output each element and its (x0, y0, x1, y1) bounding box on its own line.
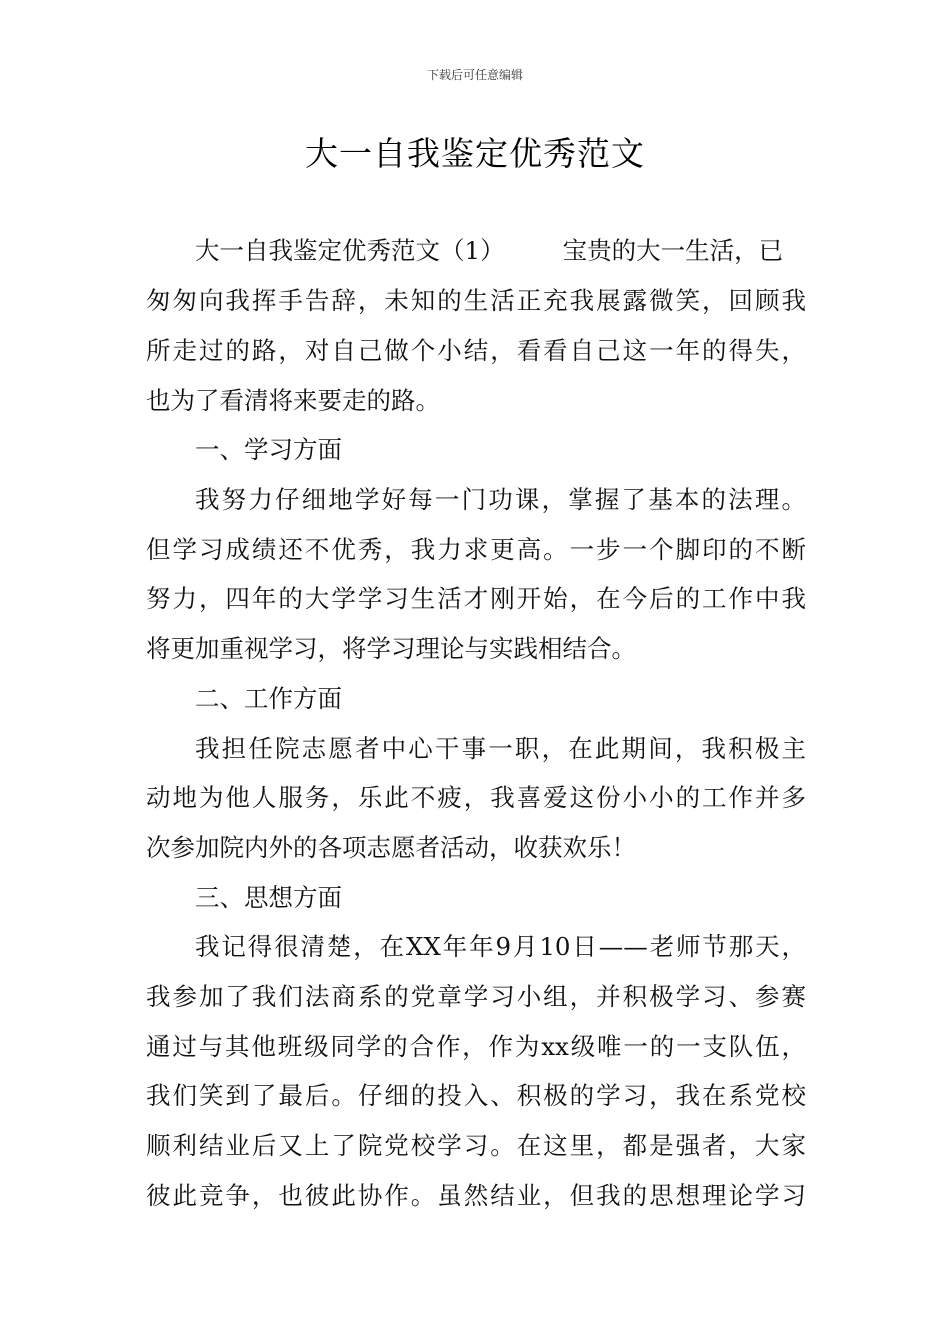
paragraph-line: 所走过的路，对自己做个小结，看看自己这一年的得失， (146, 336, 806, 365)
paragraph-line: 我担任院志愿者中心干事一职，在此期间，我积极主 (195, 734, 806, 763)
paragraph-line: 努力，四年的大学学习生活才刚开始，在今后的工作中我 (146, 584, 806, 613)
section-heading-inline: 大一自我鉴定优秀范文（1） (195, 236, 505, 265)
paragraph-line: 次参加院内外的各项志愿者活动，收获欢乐！ (146, 833, 636, 862)
paragraph-line: 将更加重视学习，将学习理论与实践相结合。 (146, 634, 636, 663)
paragraph-line: 彼此竞争，也彼此协作。虽然结业，但我的思想理论学习 (146, 1181, 806, 1210)
section-heading: 三、思想方面 (195, 883, 342, 912)
header-note: 下载后可任意编辑 (426, 68, 523, 82)
paragraph-line: 通过与其他班级同学的合作，作为xx级唯一的一支队伍， (146, 1032, 806, 1061)
paragraph-line: 我努力仔细地学好每一门功课，掌握了基本的法理。 (195, 485, 806, 514)
paragraph-line: 顺利结业后又上了院党校学习。在这里，都是强者，大家 (146, 1131, 806, 1160)
paragraph-line (195, 236, 806, 266)
paragraph-line: 我记得很清楚，在XX年年9月10日——老师节那天， (195, 932, 806, 961)
paragraph-line: 但学习成绩还不优秀，我力求更高。一步一个脚印的不断 (146, 535, 806, 564)
section-heading: 二、工作方面 (195, 684, 342, 713)
section-heading: 一、学习方面 (195, 435, 342, 464)
paragraph-line: 匆匆向我挥手告辞，未知的生活正充我展露微笑，回顾我 (146, 286, 806, 315)
paragraph-line: 我们笑到了最后。仔细的投入、积极的学习，我在系党校 (146, 1081, 806, 1110)
document-title: 大一自我鉴定优秀范文 (305, 134, 645, 173)
paragraph-text: 宝贵的大一生活，已 (562, 236, 784, 265)
paragraph-line: 动地为他人服务，乐此不疲，我喜爱这份小小的工作并多 (146, 783, 806, 812)
paragraph-line: 我参加了我们法商系的党章学习小组，并积极学习、参赛 (146, 982, 806, 1011)
paragraph-line: 也为了看清将来要走的路。 (146, 386, 440, 415)
